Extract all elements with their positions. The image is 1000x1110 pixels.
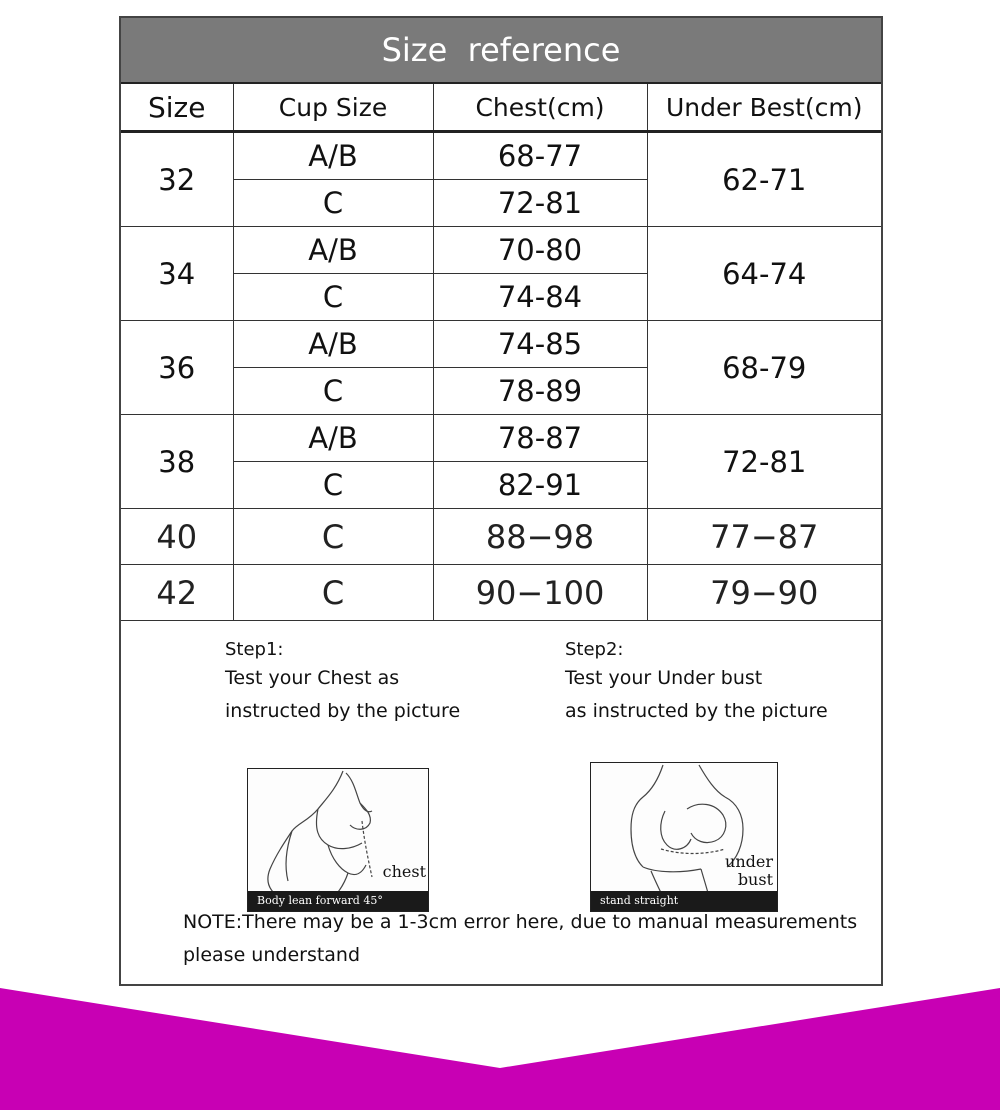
step-1-line-2: instructed by the picture bbox=[225, 700, 461, 722]
table-row bbox=[121, 321, 881, 368]
header-row bbox=[121, 84, 881, 132]
step-1 bbox=[225, 638, 460, 728]
cup-size-cell: A/B bbox=[233, 227, 433, 274]
step-1-line-1: Test your Chest as bbox=[225, 667, 400, 689]
chest-cell: 72-81 bbox=[433, 180, 647, 227]
step-1-title: Step1: bbox=[225, 639, 284, 660]
cup-size-cell: A/B bbox=[233, 132, 433, 180]
cup-size-cell: C bbox=[233, 509, 433, 565]
size-chart-card bbox=[119, 16, 883, 986]
size-cell: 32 bbox=[121, 132, 233, 227]
table-row bbox=[121, 509, 881, 565]
chest-cell: 90−100 bbox=[433, 565, 647, 621]
chest-cell: 68-77 bbox=[433, 132, 647, 180]
chest-cell: 70-80 bbox=[433, 227, 647, 274]
chest-cell: 74-85 bbox=[433, 321, 647, 368]
under-bust-cell: 72-81 bbox=[647, 415, 881, 509]
step-2-line-1: Test your Under bust bbox=[565, 667, 763, 689]
header-cup-size: Cup Size bbox=[233, 84, 433, 132]
cup-size-cell: C bbox=[233, 180, 433, 227]
under-bust-cell: 64-74 bbox=[647, 227, 881, 321]
chest-cell: 78-87 bbox=[433, 415, 647, 462]
under-bust-cell: 68-79 bbox=[647, 321, 881, 415]
under-bust-measure-illustration bbox=[590, 762, 778, 912]
magenta-footer-band bbox=[0, 988, 1000, 1110]
under-bust-label-line-1: under bbox=[725, 852, 773, 871]
chest-cell: 78-89 bbox=[433, 368, 647, 415]
under-bust-cell: 62-71 bbox=[647, 132, 881, 227]
cup-size-cell: C bbox=[233, 368, 433, 415]
header-under-bust: Under Best(cm) bbox=[647, 84, 881, 132]
chest-figure-caption: Body lean forward 45° bbox=[248, 891, 428, 911]
table-row bbox=[121, 227, 881, 274]
chest-cell: 74-84 bbox=[433, 274, 647, 321]
step-2-line-2: as instructed by the picture bbox=[565, 700, 828, 722]
size-cell: 34 bbox=[121, 227, 233, 321]
under-bust-figure-caption: stand straight bbox=[591, 891, 777, 911]
header-size: Size bbox=[121, 84, 233, 132]
chest-figure-label: chest bbox=[382, 862, 426, 881]
under-bust-label-line-2: bust bbox=[737, 870, 773, 889]
step-2 bbox=[565, 638, 828, 728]
chest-measure-illustration bbox=[247, 768, 429, 912]
size-cell: 40 bbox=[121, 509, 233, 565]
table-row bbox=[121, 565, 881, 621]
cup-size-cell: A/B bbox=[233, 415, 433, 462]
size-reference-banner bbox=[121, 18, 881, 84]
cup-size-cell: C bbox=[233, 565, 433, 621]
size-cell: 42 bbox=[121, 565, 233, 621]
page-title: Size reference bbox=[381, 31, 621, 69]
under-bust-cell: 79−90 bbox=[647, 565, 881, 621]
size-cell: 36 bbox=[121, 321, 233, 415]
note-line-2: please understand bbox=[183, 944, 361, 966]
chest-figure-drawing bbox=[248, 769, 428, 911]
cup-size-cell: C bbox=[233, 274, 433, 321]
chest-cell: 88−98 bbox=[433, 509, 647, 565]
note-line-1: NOTE:There may be a 1-3cm error here, due to manual measurements bbox=[183, 911, 858, 933]
table-row bbox=[121, 415, 881, 462]
measurement-note bbox=[183, 906, 863, 972]
size-cell: 38 bbox=[121, 415, 233, 509]
size-table bbox=[121, 84, 881, 621]
step-2-title: Step2: bbox=[565, 639, 624, 660]
under-bust-cell: 77−87 bbox=[647, 509, 881, 565]
header-chest: Chest(cm) bbox=[433, 84, 647, 132]
magenta-chevron-shape bbox=[0, 988, 1000, 1110]
table-row bbox=[121, 132, 881, 180]
cup-size-cell: A/B bbox=[233, 321, 433, 368]
under-bust-figure-label bbox=[725, 853, 773, 889]
cup-size-cell: C bbox=[233, 462, 433, 509]
chest-cell: 82-91 bbox=[433, 462, 647, 509]
